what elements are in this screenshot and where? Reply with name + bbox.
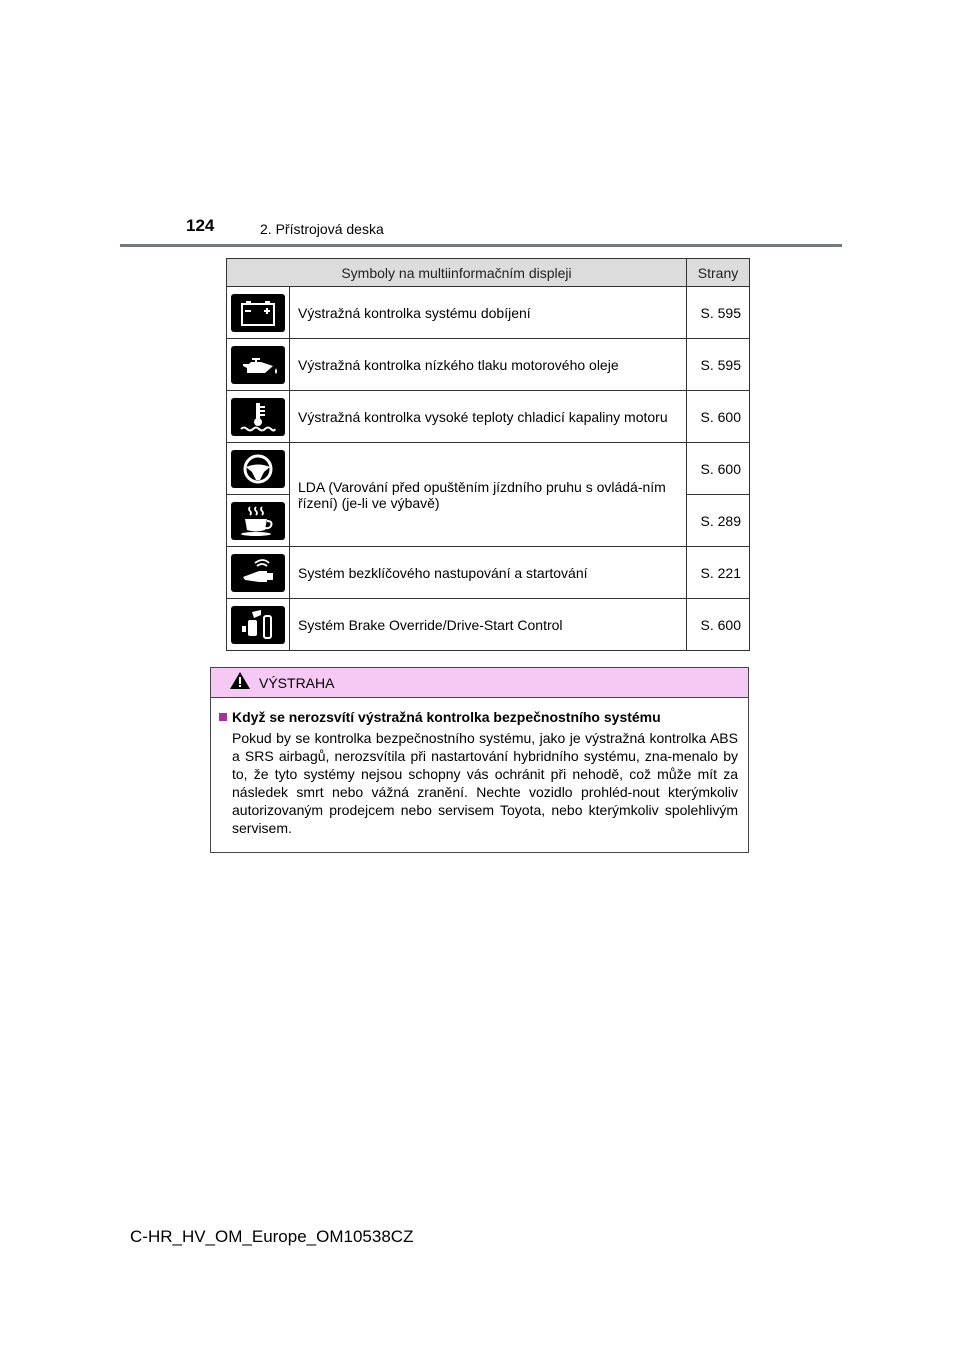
- steering-wheel-icon: [231, 450, 285, 488]
- table-row: [227, 391, 750, 443]
- table-row: [227, 547, 750, 599]
- table-row: [227, 287, 750, 339]
- page-number: 124: [186, 216, 215, 235]
- bullet-square-icon: [219, 713, 227, 721]
- oil-can-icon: [231, 346, 285, 384]
- row-description: Výstražná kontrolka systému dobíjení: [290, 287, 687, 339]
- row-description: Výstražná kontrolka nízkého tlaku motorového oleje: [290, 339, 687, 391]
- col-symbols-header: Symboly na multiinformačním displeji: [227, 259, 687, 287]
- pedals-icon: [231, 606, 285, 644]
- coolant-temperature-icon: [231, 398, 285, 436]
- row-page: S. 600: [687, 599, 750, 651]
- warning-title: VÝSTRAHA: [259, 674, 335, 691]
- row-description: Výstražná kontrolka vysoké teploty chladicí kapaliny motoru: [290, 391, 687, 443]
- page-header: [0, 0, 960, 250]
- battery-icon: [231, 294, 285, 332]
- warning-subtitle: Když se nerozsvítí výstražná kontrolka bezpečnostního systému: [232, 709, 661, 725]
- row-page: S. 595: [687, 339, 750, 391]
- row-page: S. 221: [687, 547, 750, 599]
- table-row: [227, 443, 750, 495]
- row-page: S. 600: [687, 443, 750, 495]
- warning-box: [210, 667, 749, 853]
- symbols-table: [226, 258, 750, 651]
- warning-subtitle-row: [219, 708, 738, 726]
- table-row: [227, 599, 750, 651]
- footer-code: C-HR_HV_OM_Europe_OM10538CZ: [130, 1227, 414, 1246]
- row-page: S. 595: [687, 287, 750, 339]
- col-pages-header: Strany: [687, 259, 750, 287]
- section-title: 2. Přístrojová deska: [260, 221, 384, 237]
- row-page: S. 289: [687, 495, 750, 547]
- table-header-row: [227, 259, 750, 287]
- header-rule: [120, 244, 842, 247]
- row-description: Systém Brake Override/Drive-Start Control: [290, 599, 687, 651]
- smart-key-icon: [231, 554, 285, 592]
- row-description: Systém bezklíčového nastupování a startování: [290, 547, 687, 599]
- row-page: S. 600: [687, 391, 750, 443]
- coffee-cup-icon: [231, 502, 285, 540]
- warning-text: Pokud by se kontrolka bezpečnostního systému, jako je výstražná kontrolka ABS a SRS airbagů, nerozsvítila při nastartování hybridního systému, zna-menalo by to, že tyto systémy nejsou schopny vás ochránit při nehodě, což může mít za následek smrt nebo vážná zranění. Nechte vozidlo prohléd-nout kterýmkoliv autorizovaným prodejcem nebo servisem Toyota, nebo kterýmkoliv spolehlivým servisem.: [232, 730, 738, 836]
- warning-header: [211, 668, 748, 698]
- table-row: [227, 339, 750, 391]
- warning-triangle-icon: [229, 671, 251, 695]
- warning-body: [211, 698, 748, 837]
- row-description: LDA (Varování před opuštěním jízdního pruhu s ovládá-ním řízení) (je-li ve výbavě): [290, 443, 687, 547]
